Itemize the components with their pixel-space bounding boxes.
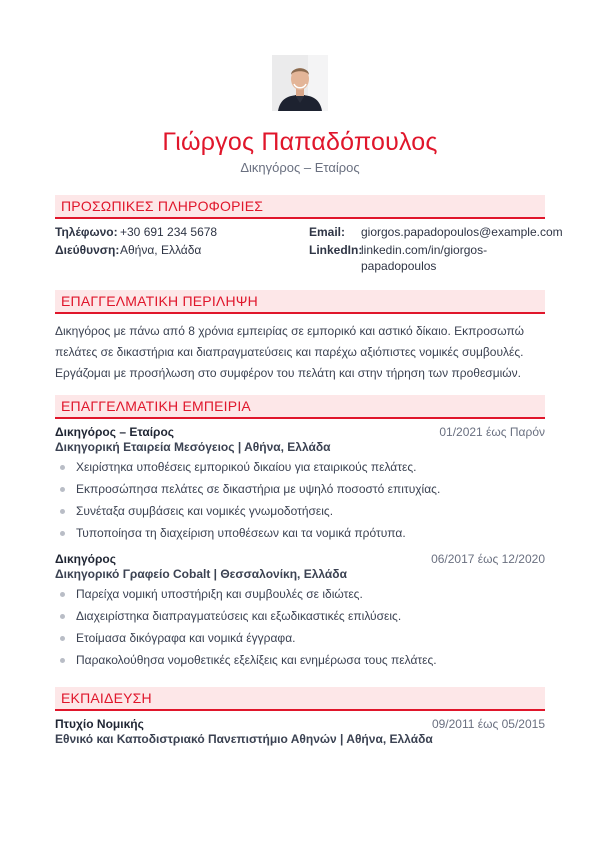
bullet-icon: [60, 592, 65, 597]
job-organization: Δικηγορικό Γραφείο Cobalt | Θεσσαλονίκη, Ελλάδα: [55, 567, 347, 581]
bullet-icon: [60, 509, 65, 514]
section-title: ΕΚΠΑΙΔΕΥΣΗ: [61, 690, 152, 706]
linkedin-label: LinkedIn:: [309, 243, 363, 257]
list-item: Παρείχα νομική υποστήριξη και συμβουλές σε ιδιώτες.: [58, 586, 538, 608]
section-title: ΠΡΟΣΩΠΙΚΕΣ ΠΛΗΡΟΦΟΡΙΕΣ: [61, 198, 264, 214]
job-date: 01/2021 έως Παρόν: [439, 425, 545, 439]
summary-line: Εργάζομαι με προσήλωση στο συμφέρον του πελάτη και στην τήρηση των προθεσμιών.: [55, 366, 521, 380]
address-value: Αθήνα, Ελλάδα: [120, 243, 202, 257]
summary-line: πελάτες σε δικαστήρια και διαπραγματεύσεις και παρέχω αξιόπιστες νομικές συμβουλές.: [55, 345, 524, 359]
section-summary: [55, 290, 545, 314]
job-organization: Δικηγορική Εταιρεία Μεσόγειος | Αθήνα, Ελλάδα: [55, 440, 331, 454]
section-title: ΕΠΑΓΓΕΛΜΑΤΙΚΗ ΠΕΡΙΛΗΨΗ: [61, 293, 258, 309]
list-item: Ετοίμασα δικόγραφα και νομικά έγγραφα.: [58, 630, 538, 652]
bullet-icon: [60, 614, 65, 619]
bullet-icon: [60, 531, 65, 536]
bullet-icon: [60, 658, 65, 663]
address-row: [55, 243, 119, 257]
email-value[interactable]: giorgos.papadopoulos@example.com: [361, 225, 563, 239]
job-duties: [58, 459, 538, 547]
section-experience: [55, 395, 545, 419]
candidate-title: Δικηγόρος – Εταίρος: [240, 160, 360, 175]
section-personal: [55, 195, 545, 219]
linkedin-row: [309, 243, 362, 257]
list-item: Διαχειρίστηκα διαπραγματεύσεις και εξωδικαστικές επιλύσεις.: [58, 608, 538, 630]
bullet-icon: [60, 487, 65, 492]
address-label: Διεύθυνση:: [55, 243, 120, 257]
summary-line: Δικηγόρος με πάνω από 8 χρόνια εμπειρίας σε εμπορικό και αστικό δίκαιο. Εκπροσωπώ: [55, 324, 524, 338]
job-title: Δικηγόρος: [55, 552, 116, 566]
job-date: 06/2017 έως 12/2020: [431, 552, 545, 566]
candidate-name: Γιώργος Παπαδόπουλος: [162, 128, 438, 156]
job-title: Δικηγόρος – Εταίρος: [55, 425, 175, 439]
list-item: Τυποποίησα τη διαχείριση υποθέσεων και τα νομικά πρότυπα.: [58, 525, 538, 547]
list-item: Παρακολούθησα νομοθετικές εξελίξεις και ενημέρωσα τους πελάτες.: [58, 652, 538, 674]
email-label: Email:: [309, 225, 346, 239]
linkedin-value-line2[interactable]: papadopoulos: [361, 259, 437, 273]
job-duties: [58, 586, 538, 674]
person-photo-icon: [272, 55, 328, 111]
summary-text: [55, 321, 545, 384]
list-item: Εκπροσώπησα πελάτες σε δικαστήρια με υψηλό ποσοστό επιτυχίας.: [58, 481, 538, 503]
section-title: ΕΠΑΓΓΕΛΜΑΤΙΚΗ ΕΜΠΕΙΡΙΑ: [61, 398, 251, 414]
school-name: Εθνικό και Καποδιστριακό Πανεπιστήμιο Αθηνών | Αθήνα, Ελλάδα: [55, 732, 433, 746]
linkedin-value-line1[interactable]: linkedin.com/in/giorgos-: [361, 243, 488, 257]
phone-label: Τηλέφωνο:: [55, 225, 118, 239]
section-education: [55, 687, 545, 711]
list-item: Χειρίστηκα υποθέσεις εμπορικού δικαίου για εταιρικούς πελάτες.: [58, 459, 538, 481]
list-item: Συνέταξα συμβάσεις και νομικές γνωμοδοτήσεις.: [58, 503, 538, 525]
phone-row: [55, 225, 118, 239]
education-date: 09/2011 έως 05/2015: [431, 717, 545, 731]
bullet-icon: [60, 636, 65, 641]
profile-photo: [272, 55, 328, 111]
bullet-icon: [60, 465, 65, 470]
phone-value: +30 691 234 5678: [120, 225, 218, 239]
degree-title: Πτυχίο Νομικής: [55, 717, 144, 731]
email-row: [309, 225, 345, 239]
